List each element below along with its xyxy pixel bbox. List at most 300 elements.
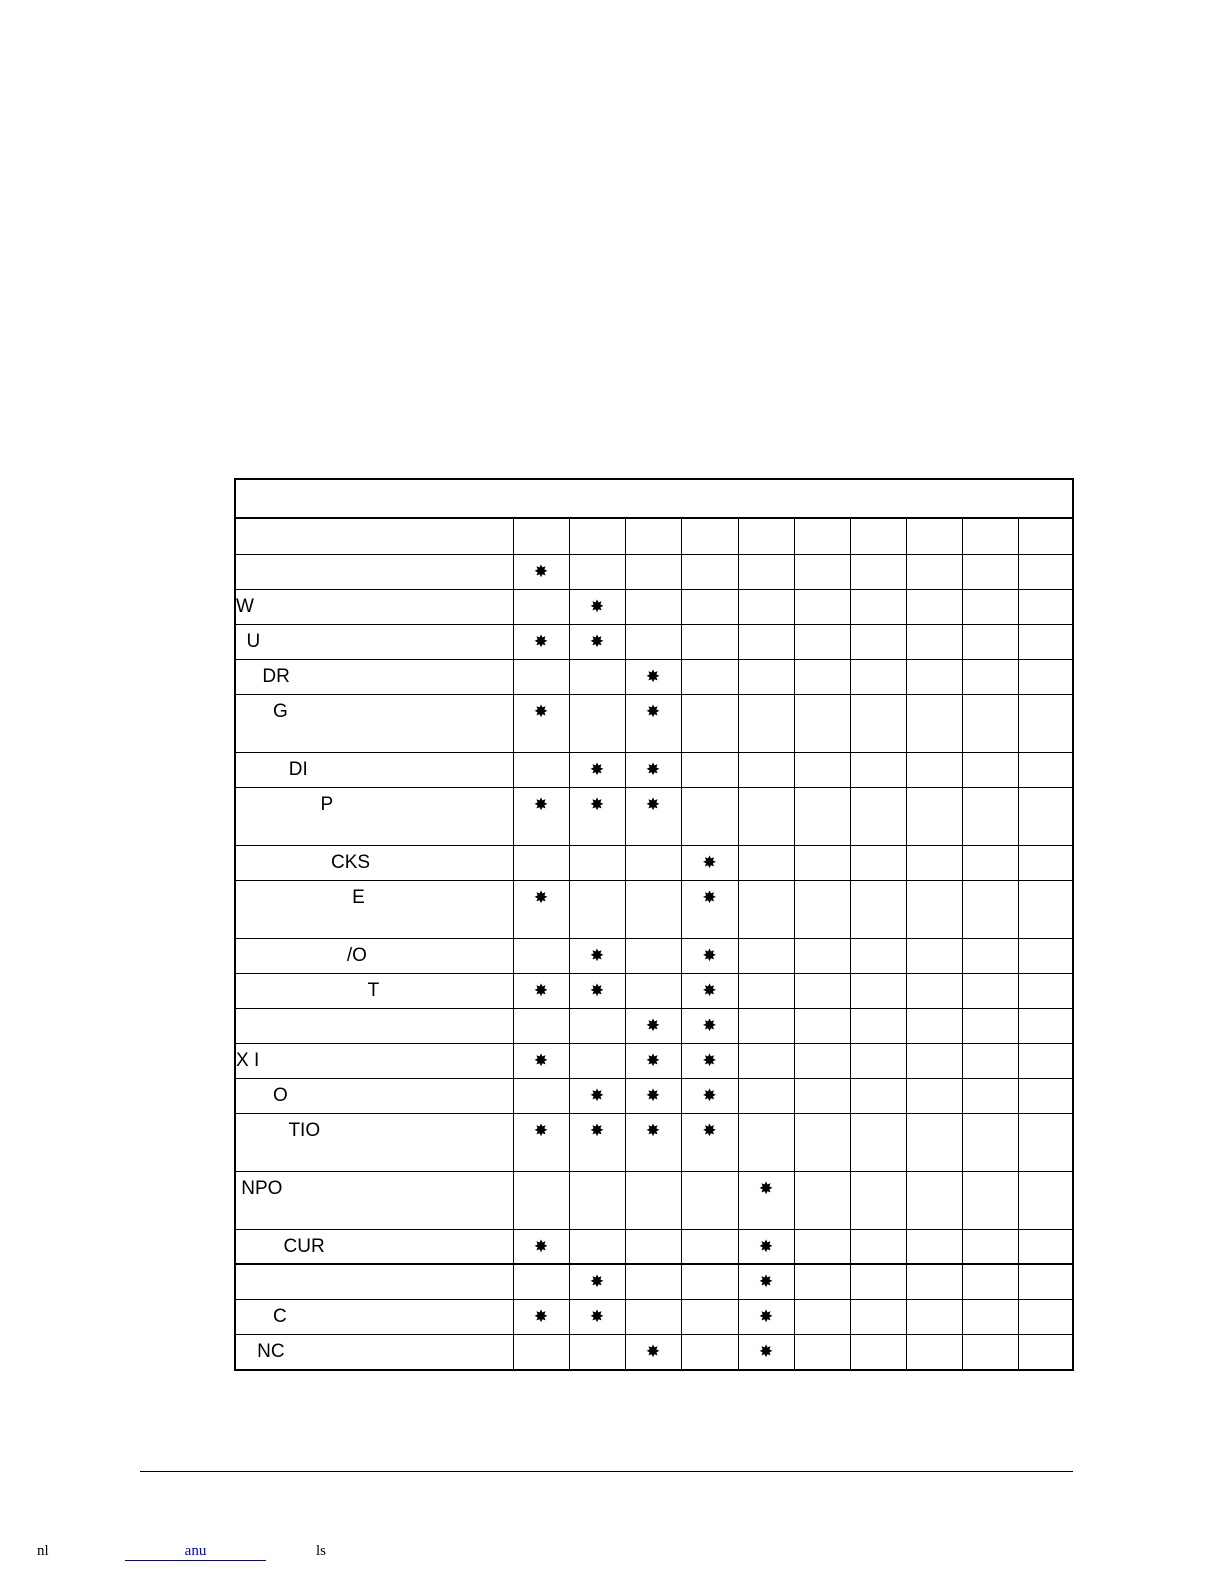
mark-cell [738,845,794,880]
mark-cell [738,659,794,694]
mark-cell [513,787,569,845]
mark-cell [513,554,569,589]
mark-cell [569,1299,625,1334]
mark-cell [850,624,906,659]
mark-cell [906,1043,962,1078]
mark-cell [569,624,625,659]
mark-cell [850,880,906,938]
mark-cell [569,787,625,845]
mark-cell [906,1171,962,1229]
mark-cell [513,1334,569,1369]
table-row [236,845,1074,880]
mark-cell [850,973,906,1008]
star-mark-icon: ✸ [589,945,605,966]
star-mark-icon: ✸ [533,1050,549,1071]
table-grid [236,519,1074,1369]
star-mark-icon: ✸ [702,980,717,1001]
mark-cell [1018,1229,1074,1264]
mark-cell [681,845,738,880]
star-mark-icon: ✸ [758,1341,774,1362]
mark-cell [794,845,850,880]
mark-cell [850,554,906,589]
table-row [236,1113,1074,1171]
header-cell [738,519,794,554]
mark-cell [569,1113,625,1171]
mark-cell [569,554,625,589]
mark-cell [569,1043,625,1078]
mark-cell [625,624,681,659]
mark-cell [794,1299,850,1334]
mark-cell [625,1334,681,1369]
star-mark-icon: ✸ [645,794,661,815]
mark-cell [794,1008,850,1043]
mark-cell [513,589,569,624]
mark-cell [906,694,962,752]
mark-cell [794,1113,850,1171]
mark-cell [850,845,906,880]
star-mark-icon: ✸ [533,1120,549,1141]
mark-cell [681,1113,738,1171]
mark-cell [625,659,681,694]
row-label: G [236,694,513,752]
footer-link[interactable]: anu [125,1542,266,1561]
row-label: DI [236,752,513,787]
mark-cell [794,1078,850,1113]
header-cell [681,519,738,554]
mark-cell [906,589,962,624]
mark-cell [681,1229,738,1264]
mark-cell [625,1229,681,1264]
mark-cell [850,1078,906,1113]
mark-cell [850,1299,906,1334]
mark-cell [513,1264,569,1299]
star-mark-icon: ✸ [533,794,549,815]
mark-cell [569,752,625,787]
row-label [236,1008,513,1043]
mark-cell [906,973,962,1008]
mark-cell [681,973,738,1008]
mark-cell [681,694,738,752]
table-title-row [236,480,1072,519]
table-row [236,624,1074,659]
star-mark-icon: ✸ [758,1272,774,1292]
mark-cell [1018,1008,1074,1043]
mark-cell [794,694,850,752]
mark-cell [962,1113,1018,1171]
mark-cell [513,1008,569,1043]
mark-cell [569,1008,625,1043]
mark-cell [681,1171,738,1229]
mark-cell [1018,694,1074,752]
mark-cell [794,1334,850,1369]
star-mark-icon: ✸ [589,980,605,1001]
mark-cell [962,880,1018,938]
mark-cell [513,1078,569,1113]
star-mark-icon: ✸ [702,887,717,908]
mark-cell [681,787,738,845]
header-cell [1018,519,1074,554]
table-row [236,787,1074,845]
mark-cell [962,752,1018,787]
mark-cell [738,938,794,973]
mark-cell [681,589,738,624]
mark-cell [906,938,962,973]
star-mark-icon: ✸ [645,1120,661,1141]
table-row [236,880,1074,938]
table-row [236,659,1074,694]
mark-cell [850,752,906,787]
mark-cell [794,973,850,1008]
mark-cell [738,1229,794,1264]
mark-cell [850,1008,906,1043]
mark-cell [962,554,1018,589]
table-row [236,1078,1074,1113]
mark-cell [906,1078,962,1113]
mark-cell [569,1229,625,1264]
mark-cell [794,554,850,589]
mark-cell [681,1078,738,1113]
table-row [236,1043,1074,1078]
mark-cell [681,1264,738,1299]
mark-cell [738,880,794,938]
mark-cell [625,1299,681,1334]
mark-cell [681,938,738,973]
header-cell [850,519,906,554]
mark-cell [1018,880,1074,938]
mark-cell [794,1171,850,1229]
header-cell [625,519,681,554]
star-mark-icon: ✸ [533,1306,549,1327]
mark-cell [1018,554,1074,589]
mark-cell [681,1299,738,1334]
footer-left-text: nl [37,1543,49,1559]
footer-divider [140,1471,1073,1472]
row-label: CKS [236,845,513,880]
mark-cell [962,659,1018,694]
mark-cell [850,1229,906,1264]
star-mark-icon: ✸ [589,794,605,815]
mark-cell [738,554,794,589]
mark-cell [681,1008,738,1043]
mark-cell [681,624,738,659]
mark-cell [1018,752,1074,787]
mark-cell [962,973,1018,1008]
table-body [236,519,1074,1369]
mark-cell [738,1334,794,1369]
row-label: C [236,1299,513,1334]
mark-cell [906,880,962,938]
mark-cell [569,659,625,694]
mark-cell [850,1334,906,1369]
mark-cell [625,1171,681,1229]
mark-cell [1018,1043,1074,1078]
mark-cell [850,1264,906,1299]
star-mark-icon: ✸ [645,1085,661,1106]
table-row [236,1171,1074,1229]
mark-cell [681,1043,738,1078]
mark-cell [906,624,962,659]
mark-cell [962,938,1018,973]
star-mark-icon: ✸ [702,1050,717,1071]
row-label: T [236,973,513,1008]
mark-cell [625,1078,681,1113]
mark-cell [513,659,569,694]
star-mark-icon: ✸ [589,1085,605,1106]
row-label: /O [236,938,513,973]
mark-cell [625,973,681,1008]
mark-cell [794,787,850,845]
mark-cell [794,880,850,938]
header-cell [569,519,625,554]
mark-cell [513,1229,569,1264]
table-row [236,1229,1074,1264]
row-label: P [236,787,513,845]
star-mark-icon: ✸ [589,759,605,780]
mark-cell [513,880,569,938]
mark-cell [738,694,794,752]
mark-cell [962,624,1018,659]
mark-cell [625,880,681,938]
mark-cell [1018,1113,1074,1171]
header-label-cell [236,519,513,554]
star-mark-icon: ✸ [702,852,717,873]
mark-cell [962,1264,1018,1299]
mark-cell [625,694,681,752]
mark-cell [681,752,738,787]
mark-cell [850,938,906,973]
mark-cell [1018,845,1074,880]
mark-cell [681,880,738,938]
row-label [236,554,513,589]
mark-cell [513,1171,569,1229]
star-mark-icon: ✸ [589,1120,605,1141]
mark-cell [513,694,569,752]
row-label: O [236,1078,513,1113]
mark-cell [681,554,738,589]
mark-cell [906,659,962,694]
mark-cell [794,624,850,659]
mark-cell [794,589,850,624]
mark-cell [738,1113,794,1171]
mark-cell [962,845,1018,880]
mark-cell [962,1299,1018,1334]
mark-cell [513,1113,569,1171]
mark-cell [906,1113,962,1171]
star-mark-icon: ✸ [589,596,605,617]
mark-cell [850,659,906,694]
mark-cell [1018,973,1074,1008]
mark-cell [962,589,1018,624]
mark-cell [738,973,794,1008]
mark-cell [738,624,794,659]
mark-cell [569,880,625,938]
mark-cell [738,589,794,624]
mark-cell [513,938,569,973]
mark-cell [1018,624,1074,659]
mark-cell [1018,1078,1074,1113]
row-label: DR [236,659,513,694]
mark-cell [906,1334,962,1369]
header-cell [906,519,962,554]
star-mark-icon: ✸ [758,1178,774,1199]
row-label: NC [236,1334,513,1369]
mark-cell [906,1299,962,1334]
mark-cell [738,787,794,845]
mark-cell [625,787,681,845]
mark-cell [962,694,1018,752]
mark-cell [625,752,681,787]
mark-cell [1018,589,1074,624]
header-row [236,519,1074,554]
star-mark-icon: ✸ [645,1050,661,1071]
star-mark-icon: ✸ [645,1341,661,1362]
star-mark-icon: ✸ [645,759,661,780]
mark-cell [850,694,906,752]
mark-cell [625,589,681,624]
row-label [236,1264,513,1299]
row-label: TIO [236,1113,513,1171]
star-mark-icon: ✸ [533,887,549,908]
mark-cell [569,938,625,973]
mark-cell [1018,1334,1074,1369]
mark-cell [738,1078,794,1113]
star-mark-icon: ✸ [758,1236,774,1257]
table-row [236,694,1074,752]
star-mark-icon: ✸ [589,1306,605,1327]
mark-cell [1018,1171,1074,1229]
table-row [236,1264,1074,1299]
mark-cell [962,1334,1018,1369]
mark-cell [738,1264,794,1299]
star-mark-icon: ✸ [533,701,549,722]
mark-cell [569,589,625,624]
star-mark-icon: ✸ [533,980,549,1001]
row-label: CUR [236,1229,513,1264]
header-cell [962,519,1018,554]
mark-cell [738,1299,794,1334]
mark-cell [625,554,681,589]
mark-cell [794,1264,850,1299]
mark-cell [569,973,625,1008]
mark-cell [738,1043,794,1078]
mark-cell [625,1008,681,1043]
table-row [236,973,1074,1008]
mark-cell [569,1171,625,1229]
star-mark-icon: ✸ [533,631,549,652]
mark-cell [1018,787,1074,845]
mark-cell [738,1008,794,1043]
mark-cell [625,1043,681,1078]
star-mark-icon: ✸ [645,701,661,722]
mark-cell [906,845,962,880]
star-mark-icon: ✸ [702,945,717,966]
data-table [234,478,1074,1371]
mark-cell [962,1229,1018,1264]
mark-cell [906,787,962,845]
header-cell [513,519,569,554]
table-row [236,1299,1074,1334]
mark-cell [513,752,569,787]
mark-cell [738,752,794,787]
table-row [236,1334,1074,1369]
mark-cell [962,1078,1018,1113]
mark-cell [962,1043,1018,1078]
table-row [236,938,1074,973]
row-label: NPO [236,1171,513,1229]
mark-cell [625,845,681,880]
mark-cell [681,659,738,694]
mark-cell [906,1264,962,1299]
table-row [236,589,1074,624]
mark-cell [962,1171,1018,1229]
mark-cell [1018,1264,1074,1299]
table-row [236,752,1074,787]
mark-cell [513,1043,569,1078]
row-label: W [236,589,513,624]
mark-cell [794,1229,850,1264]
mark-cell [1018,659,1074,694]
mark-cell [962,1008,1018,1043]
mark-cell [850,787,906,845]
mark-cell [906,752,962,787]
mark-cell [962,787,1018,845]
mark-cell [569,694,625,752]
star-mark-icon: ✸ [645,1015,661,1036]
mark-cell [906,1008,962,1043]
mark-cell [569,1078,625,1113]
mark-cell [1018,1299,1074,1334]
mark-cell [850,1043,906,1078]
mark-cell [681,1334,738,1369]
star-mark-icon: ✸ [645,666,661,687]
star-mark-icon: ✸ [589,1272,605,1292]
table-row [236,554,1074,589]
footer-right-text: ls [316,1543,327,1559]
star-mark-icon: ✸ [702,1015,717,1036]
row-label: X I [236,1043,513,1078]
mark-cell [513,973,569,1008]
mark-cell [513,845,569,880]
mark-cell [794,1043,850,1078]
header-cell [794,519,850,554]
mark-cell [625,1113,681,1171]
star-mark-icon: ✸ [758,1306,774,1327]
mark-cell [569,1264,625,1299]
star-mark-icon: ✸ [702,1120,717,1141]
mark-cell [850,1171,906,1229]
mark-cell [906,554,962,589]
table-row [236,1008,1074,1043]
mark-cell [794,659,850,694]
star-mark-icon: ✸ [702,1085,717,1106]
mark-cell [569,845,625,880]
mark-cell [850,589,906,624]
mark-cell [1018,938,1074,973]
mark-cell [625,938,681,973]
star-mark-icon: ✸ [533,1236,549,1257]
mark-cell [906,1229,962,1264]
star-mark-icon: ✸ [533,561,549,582]
mark-cell [850,1113,906,1171]
mark-cell [513,1299,569,1334]
mark-cell [794,752,850,787]
mark-cell [794,938,850,973]
star-mark-icon: ✸ [589,631,605,652]
row-label: E [236,880,513,938]
mark-cell [513,624,569,659]
mark-cell [569,1334,625,1369]
mark-cell [625,1264,681,1299]
